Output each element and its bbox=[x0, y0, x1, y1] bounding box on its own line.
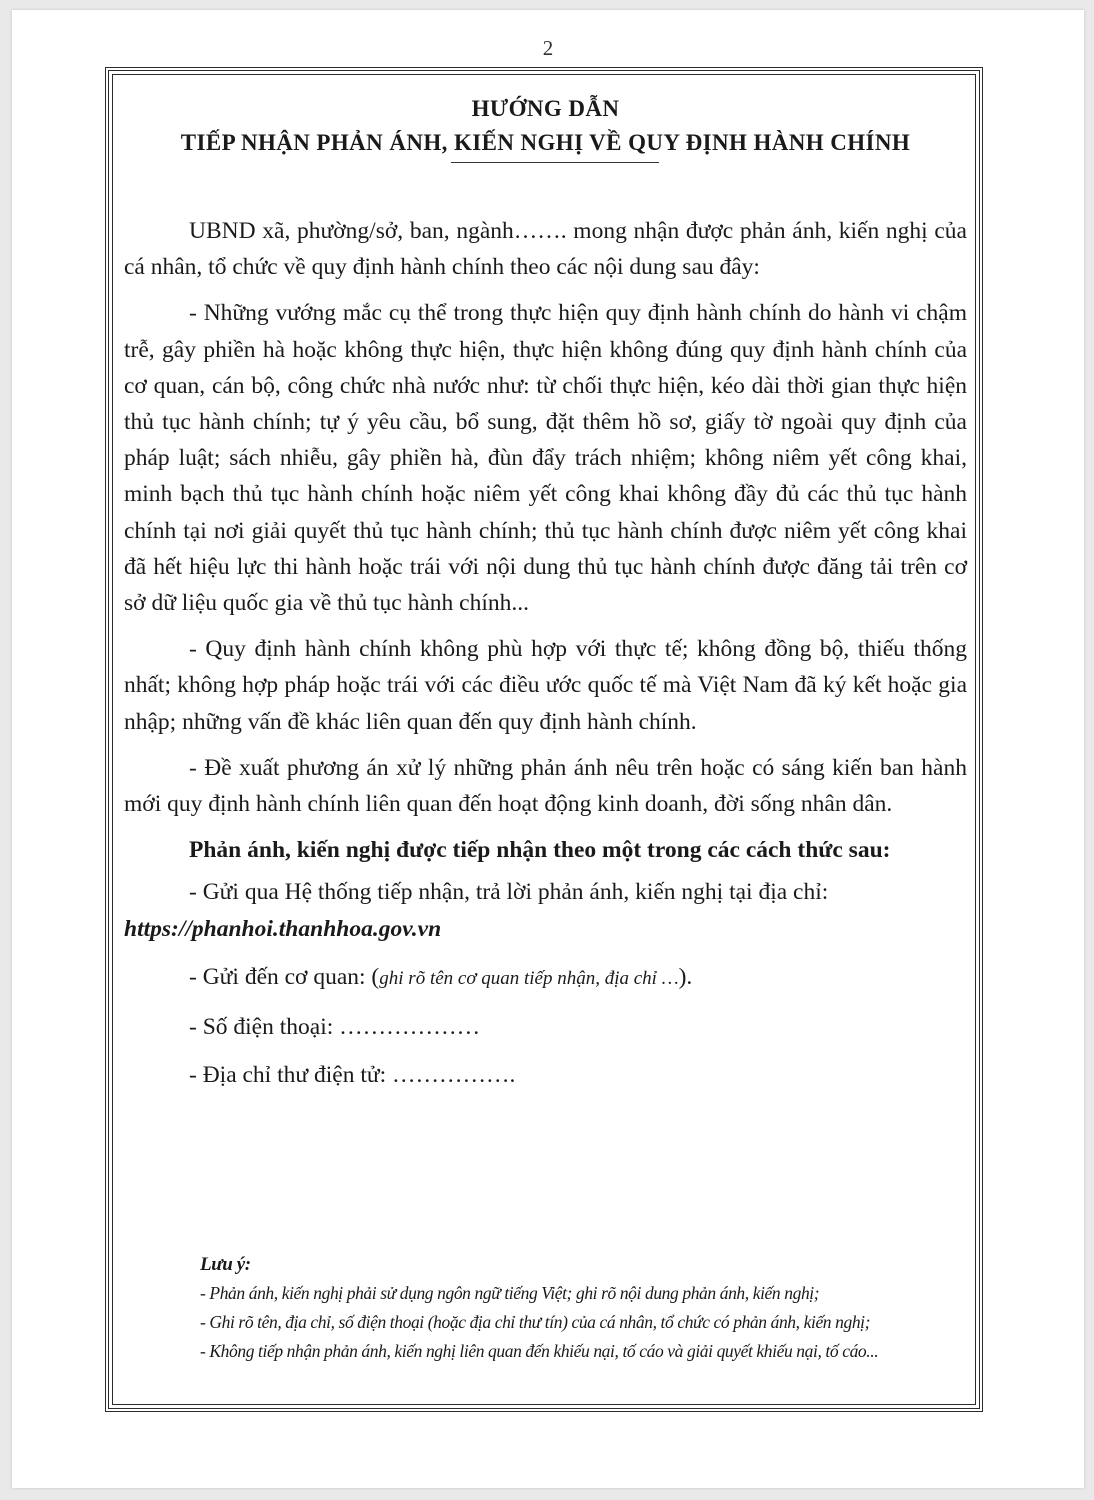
note-item: - Phản ánh, kiến nghị phải sử dụng ngôn ngữ tiếng Việt; ghi rõ nội dung phản ánh, kiến nghị; bbox=[200, 1283, 820, 1303]
document-title-line1: HƯỚNG DẪN bbox=[471, 96, 620, 121]
notes-title: Lưu ý: bbox=[200, 1254, 251, 1275]
send-to-agency-suffix: ). bbox=[678, 963, 693, 990]
page-number: 2 bbox=[542, 36, 554, 60]
send-to-agency-paragraph bbox=[124, 959, 967, 997]
channels-heading: Phản ánh, kiến nghị được tiếp nhận theo một trong các cách thức sau: bbox=[189, 837, 891, 864]
send-to-agency-hint: ghi rõ tên cơ quan tiếp nhận, địa chỉ … bbox=[379, 967, 679, 989]
send-to-agency-prefix: - Gửi đến cơ quan: ( bbox=[189, 963, 380, 990]
bullet-paragraph-2: - Quy định hành chính không phù hợp với thực tế; không đồng bộ, thiếu thống nhất; không hợp pháp hoặc trái với các điều ước quốc tế mà Việt Nam đã ký kết hoặc gia nhập; những vấn đề khác liên quan đến quy định hành chính. bbox=[124, 636, 967, 735]
email-line: - Địa chỉ thư điện tử: ……………. bbox=[189, 1062, 516, 1089]
bullet-paragraph-3: - Đề xuất phương án xử lý những phản ánh nêu trên hoặc có sáng kiến ban hành mới quy định hành chính liên quan đến hoạt động kinh doanh, đời sống nhân dân. bbox=[124, 754, 967, 818]
send-via-system-paragraph bbox=[124, 874, 967, 946]
document-page bbox=[12, 10, 1084, 1488]
title-underline bbox=[451, 162, 659, 163]
intro-paragraph: UBND xã, phường/sở, ban, ngành……. mong nhận được phản ánh, kiến nghị của cá nhân, tổ chức về quy định hành chính theo các nội dung sau đây: bbox=[124, 218, 967, 281]
note-item: - Ghi rõ tên, địa chỉ, số điện thoại (hoặc địa chỉ thư tín) của cá nhân, tổ chức có phản ánh, kiến nghị; bbox=[200, 1312, 871, 1332]
system-url-link[interactable]: https://phanhoi.thanhhoa.gov.vn bbox=[124, 915, 442, 942]
send-via-system-text: - Gửi qua Hệ thống tiếp nhận, trả lời phản ánh, kiến nghị tại địa chỉ: bbox=[189, 879, 829, 906]
bullet-paragraph-1: - Những vướng mắc cụ thể trong thực hiện quy định hành chính do hành vi chậm trễ, gây phiền hà hoặc không thực hiện, thực hiện không đúng quy định hành chính của cơ quan, cán bộ, công chức nhà nước như: từ chối thực hiện, kéo dài thời gian thực hiện thủ tục hành chính; tự ý yêu cầu, bổ sung, đặt thêm hồ sơ, giấy tờ ngoài quy định của pháp luật; sách nhiễu, gây phiền hà, đùn đẩy trách nhiệm; không niêm yết công khai, minh bạch thủ tục hành chính hoặc niêm yết công khai không đầy đủ các thủ tục hành chính tại nơi giải quyết thủ tục hành chính; thủ tục hành chính được niêm yết công khai đã hết hiệu lực thi hành hoặc trái với nội dung thủ tục hành chính được đăng tải trên cơ sở dữ liệu quốc gia về thủ tục hành chính... bbox=[124, 300, 967, 617]
main-content bbox=[124, 92, 967, 1093]
phone-line: - Số điện thoại: ……………… bbox=[189, 1014, 481, 1041]
document-title-line2: TIẾP NHẬN PHẢN ÁNH, KIẾN NGHỊ VỀ QUY ĐỊNH HÀNH CHÍNH bbox=[180, 130, 911, 155]
notes-section bbox=[200, 1250, 980, 1366]
note-item: - Không tiếp nhận phản ánh, kiến nghị liên quan đến khiếu nại, tố cáo và giải quyết khiếu nại, tố cáo... bbox=[200, 1341, 879, 1361]
